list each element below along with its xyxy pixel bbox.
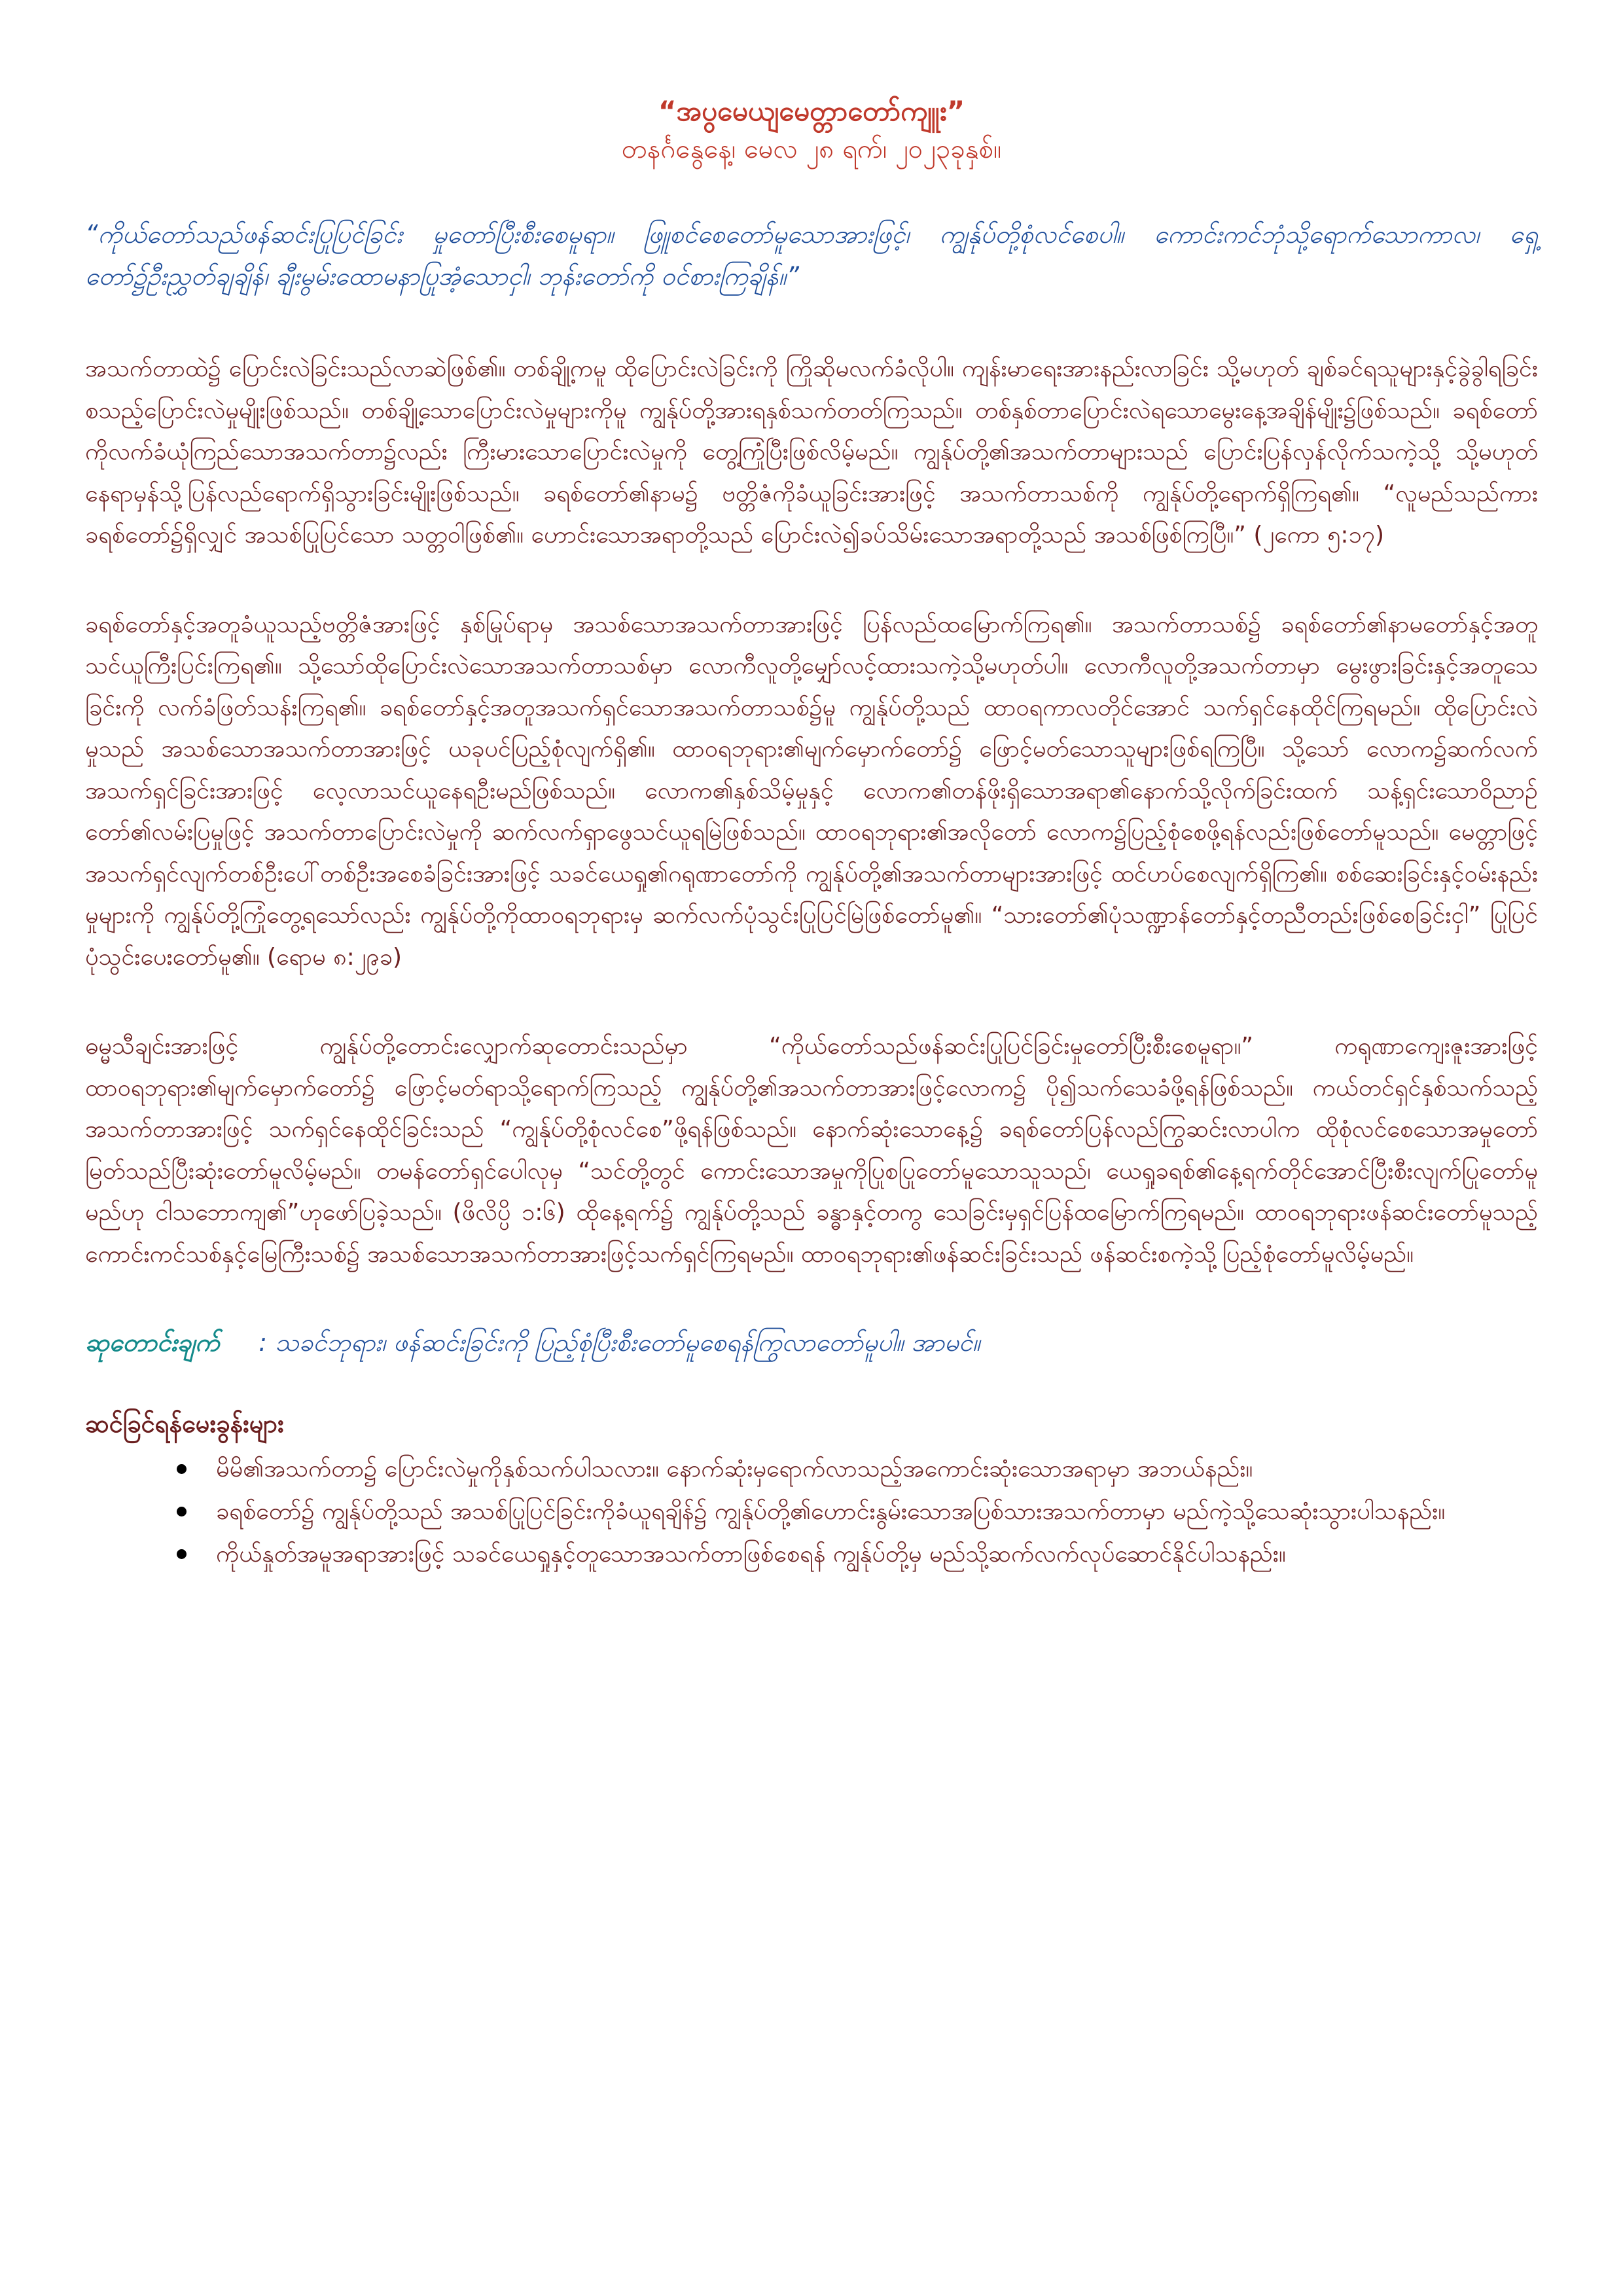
- page-title: “အပွမေယျမေတ္တာတော်ကျူး”: [658, 95, 965, 127]
- prayer-text: : သခင်ဘုရား၊ ဖန်ဆင်းခြင်းကို ပြည့်စုံပြီးစီးတော်မူစေရန်ကြွလာတော်မူပါ။ အာမင်။: [259, 1328, 980, 1357]
- hymn-verse: “ကိုယ်တော်သည်ဖန်ဆင်းပြုပြင်ခြင်း မှုတော်ပြီးစီးစေမူရာ။ ဖြူစင်စေတော်မူသောအားဖြင့်၊ ကျွန်ုပ်တို့စုံလင်စေပါ။ ကောင်းကင်ဘုံသို့ရောက်သောကာလ၊ ရှေ့တော်၌ဦးညွှတ်ချချိန်၊ ချီးမွမ်းထောမနာပြုအံ့သောငှါ၊ ဘုန်းတော်ကို ဝင်စားကြချိန်။”: [85, 220, 1538, 291]
- question-item-1: [177, 1449, 1538, 1489]
- prayer-label: ဆုတောင်းချက်: [85, 1328, 220, 1357]
- body-paragraph-3: ဓမ္မသီချင်းအားဖြင့် ကျွန်ုပ်တို့တောင်းလျှောက်ဆုတောင်းသည်မှာ “ကိုယ်တော်သည်ဖန်ဆင်းပြုပြင်ခြင်းမှုတော်ပြီးစီးစေမူရာ။” ကရုဏာကျေးဇူးအားဖြင့် ထာဝရဘုရား၏မျက်မှောက်တော်၌ ဖြောင့်မတ်ရာသို့ရောက်ကြသည့် ကျွန်ုပ်တို့၏အသက်တာအားဖြင့်လောက၌ ပို၍သက်သေခံဖို့ရန်ဖြစ်သည်။ ကယ်တင်ရှင်နှစ်သက်သည့်အသက်တာအားဖြင့် သက်ရှင်နေထိုင်ခြင်းသည် “ကျွန်ုပ်တို့စုံလင်စေ”ဖို့ရန်ဖြစ်သည်။ နောက်ဆုံးသောနေ့၌ ခရစ်တော်ပြန်လည်ကြွဆင်းလာပါက ထိုစုံလင်စေသောအမှုတော်မြတ်သည်ပြီးဆုံးတော်မူလိမ့်မည်။ တမန်တော်ရှင်ပေါလုမှ “သင်တို့တွင် ကောင်းသောအမှုကိုပြုစပြုတော်မူသောသူသည်၊ ယေရှုခရစ်၏နေ့ရက်တိုင်အောင်ပြီးစီးလျက်ပြုတော်မူမည်ဟု ငါသဘောကျ၏”ဟုဖော်ပြခဲ့သည်။ (ဖိလိပ္ပိ ၁:၆) ထိုနေ့ရက်၌ ကျွန်ုပ်တို့သည် ခန္ဓာနှင့်တကွ သေခြင်းမှရှင်ပြန်ထမြောက်ကြရမည်။ ထာဝရဘုရားဖန်ဆင်းတော်မူသည့် ကောင်းကင်သစ်နှင့်မြေကြီးသစ်၌ အသစ်သောအသက်တာအားဖြင့်သက်ရှင်ကြရမည်။ ထာဝရဘုရား၏ဖန်ဆင်းခြင်းသည် ဖန်ဆင်းစကဲ့သို့ပြည့်စုံတော်မူလိမ့်မည်။: [85, 1033, 1538, 1268]
- question-text-2: ခရစ်တော်၌ ကျွန်ုပ်တို့သည် အသစ်ပြုပြင်ခြင်းကိုခံယူရချိန်၌ ကျွန်ုပ်တို့၏ဟောင်းနွမ်းသောအပြစ်သားအသက်တာမှာ မည်ကဲ့သို့သေဆုံးသွားပါသနည်း။: [216, 1498, 1446, 1525]
- body-paragraph-2: ခရစ်တော်နှင့်အတူခံယူသည့်ဗတ္တိဇံအားဖြင့် နှစ်မြုပ်ရာမှ အသစ်သောအသက်တာအားဖြင့် ပြန်လည်ထမြောက်ကြရ၏။ အသက်တာသစ်၌ ခရစ်တော်၏နာမတော်နှင့်အတူ သင်ယူကြီးပြင်းကြရ၏။ သို့သော်ထိုပြောင်းလဲသောအသက်တာသစ်မှာ လောကီလူတို့မျှော်လင့်ထားသကဲ့သို့မဟုတ်ပါ။ လောကီလူတို့အသက်တာမှာ မွေးဖွားခြင်းနှင့်အတူသေခြင်းကို လက်ခံဖြတ်သန်းကြရ၏။ ခရစ်တော်နှင့်အတူအသက်ရှင်သောအသက်တာသစ်၌မူ ကျွန်ုပ်တို့သည် ထာဝရကာလတိုင်အောင် သက်ရှင်နေထိုင်ကြရမည်။ ထိုပြောင်းလဲမှုသည် အသစ်သောအသက်တာအားဖြင့် ယခုပင်ပြည့်စုံလျက်ရှိ၏။ ထာဝရဘုရား၏မျက်မှောက်တော်၌ ဖြောင့်မတ်သောသူများဖြစ်ရကြပြီ။ သို့သော် လောက၌ဆက်လက်အသက်ရှင်ခြင်းအားဖြင့် လေ့လာသင်ယူနေရဦးမည်ဖြစ်သည်။ လောက၏နှစ်သိမ့်မှုနှင့် လောက၏တန်ဖိုးရှိသောအရာ၏နောက်သို့လိုက်ခြင်းထက် သန့်ရှင်းသောဝိညာဉ်တော်၏လမ်းပြမှုဖြင့် အသက်တာပြောင်းလဲမှုကို ဆက်လက်ရှာဖွေသင်ယူရမြဲဖြစ်သည်။ ထာဝရဘုရား၏အလိုတော် လောက၌ပြည့်စုံစေဖို့ရန်လည်းဖြစ်တော်မူသည်။ မေတ္တာဖြင့်အသက်ရှင်လျက်တစ်ဦးပေါ်တစ်ဦးအစေခံခြင်းအားဖြင့် သခင်ယေရှု၏ဂရုဏာတော်ကို ကျွန်ုပ်တို့၏အသက်တာများအားဖြင့် ထင်ဟပ်စေလျက်ရှိကြ၏။ စစ်ဆေးခြင်းနှင့်ဝမ်းနည်းမှုများကို ကျွန်ုပ်တို့ကြုံတွေ့ရသော်လည်း ကျွန်ုပ်တို့ကိုထာဝရဘုရားမှ ဆက်လက်ပုံသွင်းပြုပြင်မြဲဖြစ်တော်မူ၏။ “သားတော်၏ပုံသဏ္ဍာန်တော်နှင့်တညီတည်းဖြစ်စေခြင်းငှါ” ပြုပြင်ပုံသွင်းပေးတော်မူ၏။ (ရောမ ၈:၂၉ခ): [85, 611, 1538, 971]
- question-text-1: မိမိ၏အသက်တာ၌ ပြောင်းလဲမှုကိုနှစ်သက်ပါသလား။ နောက်ဆုံးမှရောက်လာသည့်အကောင်းဆုံးသောအရာမှာ အဘယ်နည်း။: [216, 1456, 1253, 1482]
- question-item-2: [177, 1492, 1538, 1532]
- question-item-3: [177, 1534, 1538, 1574]
- questions-list: [85, 1449, 1538, 1574]
- bullet-dot-icon: [177, 1507, 187, 1516]
- devotional-page: [85, 92, 1538, 1577]
- bullet-dot-icon: [177, 1464, 187, 1474]
- body-paragraph-1: အသက်တာထဲ၌ ပြောင်းလဲခြင်းသည်လာဆဲဖြစ်၏။ တစ်ချို့ကမူ ထိုပြောင်းလဲခြင်းကို ကြိုဆိုမလက်ခံလိုပါ။ ကျန်းမာရေးအားနည်းလာခြင်း သို့မဟုတ် ချစ်ခင်ရသူများနှင့်ခွဲခွါရခြင်းစသည့်ပြောင်းလဲမှုမျိုးဖြစ်သည်။ တစ်ချို့သောပြောင်းလဲမှုများကိုမူ ကျွန်ုပ်တို့အားရနှစ်သက်တတ်ကြသည်။ တစ်နှစ်တာပြောင်းလဲရသောမွေးနေ့အချိန်မျိုး၌ဖြစ်သည်။ ခရစ်တော်ကိုလက်ခံယုံကြည်သောအသက်တာ၌လည်း ကြီးမားသောပြောင်းလဲမှုကို တွေ့ကြုံပြီးဖြစ်လိမ့်မည်။ ကျွန်ုပ်တို့၏အသက်တာများသည် ပြောင်းပြန်လှန်လိုက်သကဲ့သို့ သို့မဟုတ် နေရာမှန်သို့ပြန်လည်ရောက်ရှိသွားခြင်းမျိုးဖြစ်သည်။ ခရစ်တော်၏နာမ၌ ဗတ္တိဇံကိုခံယူခြင်းအားဖြင့် အသက်တာသစ်ကို ကျွန်ုပ်တို့ရောက်ရှိကြရ၏။ “လူမည်သည်ကားခရစ်တော်၌ရှိလျှင် အသစ်ပြုပြင်သော သတ္တဝါဖြစ်၏။ ဟောင်းသောအရာတို့သည် ပြောင်းလဲ၍ခပ်သိမ်းသောအရာတို့သည် အသစ်ဖြစ်ကြပြီ။” (၂ကော ၅:၁၇): [85, 355, 1538, 548]
- questions-heading: ဆင်ခြင်ရန်မေးခွန်းများ: [85, 1409, 284, 1438]
- question-text-3: ကိုယ်နှုတ်အမူအရာအားဖြင့် သခင်ယေရှုနှင့်တူသောအသက်တာဖြစ်စေရန် ကျွန်ုပ်တို့မှ မည်သို့ဆက်လက်လုပ်ဆောင်နိုင်ပါသနည်း။: [216, 1541, 1286, 1568]
- prayer-section: [85, 1323, 1538, 1362]
- page-date: တနင်္ဂနွေနေ့၊ မေလ ၂၈ ရက်၊ ၂၀၂၃ခုနှစ်။: [621, 134, 1002, 164]
- bullet-dot-icon: [177, 1549, 187, 1559]
